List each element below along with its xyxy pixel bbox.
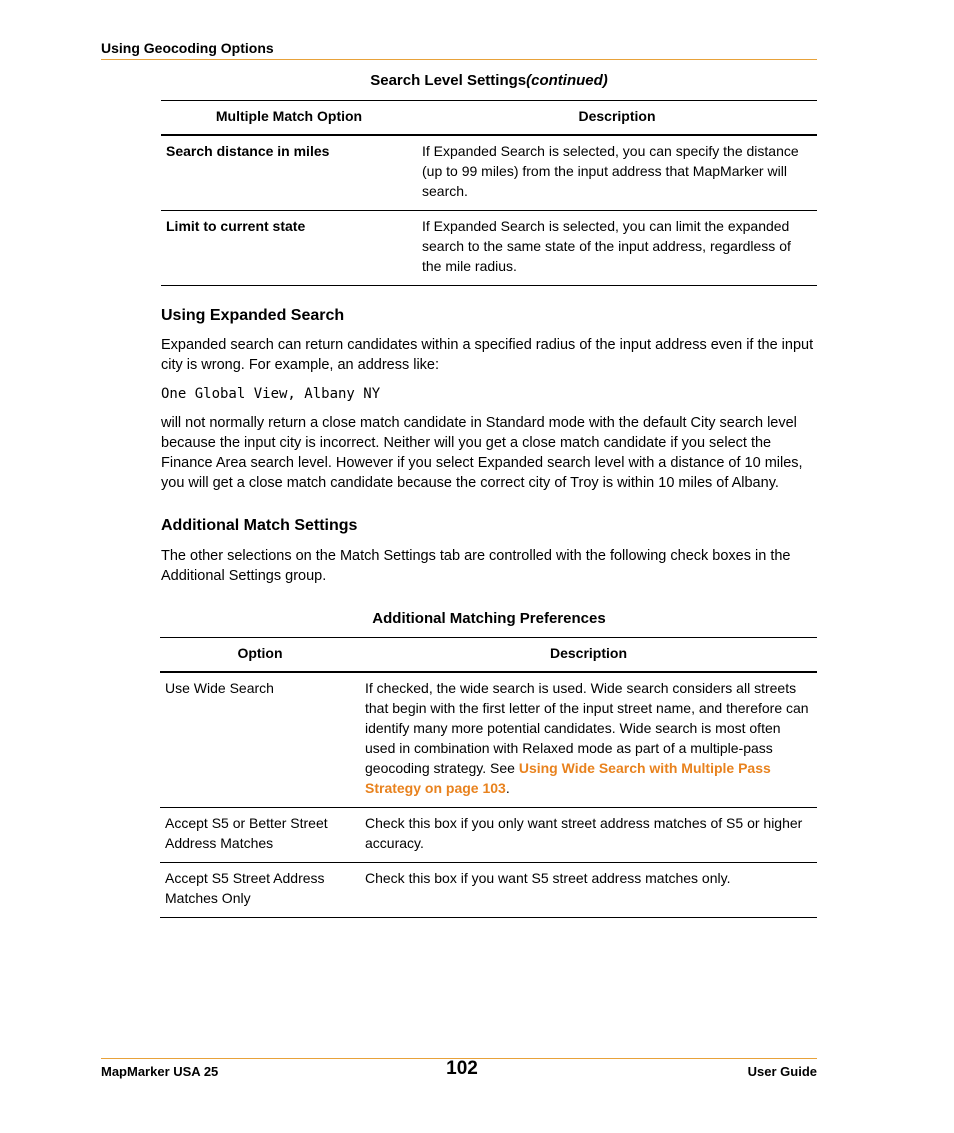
description-cell: If Expanded Search is selected, you can limit the expanded search to the same state of the input address, regardless of the mile radius. xyxy=(417,211,817,286)
table-caption xyxy=(161,72,817,89)
caption-continued: (continued) xyxy=(526,72,608,89)
description-cell xyxy=(360,672,817,808)
cross-reference-link[interactable]: Using Wide Search with Multiple Pass Strategy on page 103 xyxy=(365,760,771,796)
code-sample: One Global View, Albany NY xyxy=(161,386,381,402)
description-cell: Check this box if you only want street address matches of S5 or higher accuracy. xyxy=(360,808,817,863)
description-cell: If Expanded Search is selected, you can specify the distance (up to 99 miles) from the input address that MapMarker will search. xyxy=(417,135,817,211)
section-heading: Additional Match Settings xyxy=(161,517,358,534)
footer-doc-title: User Guide xyxy=(747,1064,817,1079)
paragraph: will not normally return a close match candidate in Standard mode with the default City search level because the input city is incorrect. Neither will you get a close match candidate if you select the Finance Area search level. However if you select Expanded search level with a distance of 10 miles, you will get a close match candidate because the correct city of Troy is within 10 miles of Albany. xyxy=(161,415,803,491)
paragraph: The other selections on the Match Settings tab are controlled with the following check boxes in the Additional Settings group. xyxy=(161,548,791,584)
table-row xyxy=(161,135,817,211)
matching-preferences-table xyxy=(160,637,817,918)
option-cell: Use Wide Search xyxy=(160,672,360,808)
caption-main: Search Level Settings xyxy=(370,72,527,89)
footer-product: MapMarker USA 25 xyxy=(101,1064,219,1079)
table-caption: Additional Matching Preferences xyxy=(372,610,606,627)
description-text: If checked, the wide search is used. Wide search considers all streets that begin with the first letter of the input street name, and therefore can identify many more potential candidates. Wide search is most often used in combination with Relaxed mode as part of a multiple-pass geocoding strategy. See xyxy=(365,680,809,776)
section-heading: Using Expanded Search xyxy=(161,307,345,324)
description-cell: Check this box if you want S5 street address matches only. xyxy=(360,863,817,918)
column-header: Multiple Match Option xyxy=(161,101,417,136)
option-cell: Search distance in miles xyxy=(161,135,417,211)
description-end: . xyxy=(505,780,510,796)
page-number: 102 xyxy=(446,1058,478,1079)
table-header-row xyxy=(160,638,817,673)
paragraph: Expanded search can return candidates within a specified radius of the input address even if the input city is wrong. For example, an address like: xyxy=(161,337,814,373)
option-cell: Accept S5 Street Address Matches Only xyxy=(160,863,360,918)
table-row xyxy=(160,863,817,918)
option-cell: Accept S5 or Better Street Address Matches xyxy=(160,808,360,863)
column-header: Option xyxy=(160,638,360,673)
table-row xyxy=(160,672,817,808)
table-row xyxy=(161,211,817,286)
table-header-row xyxy=(161,101,817,136)
column-header: Description xyxy=(360,638,817,673)
running-header: Using Geocoding Options xyxy=(101,40,817,60)
table-row xyxy=(160,808,817,863)
search-level-table xyxy=(161,100,817,286)
column-header: Description xyxy=(417,101,817,136)
option-cell: Limit to current state xyxy=(161,211,417,286)
